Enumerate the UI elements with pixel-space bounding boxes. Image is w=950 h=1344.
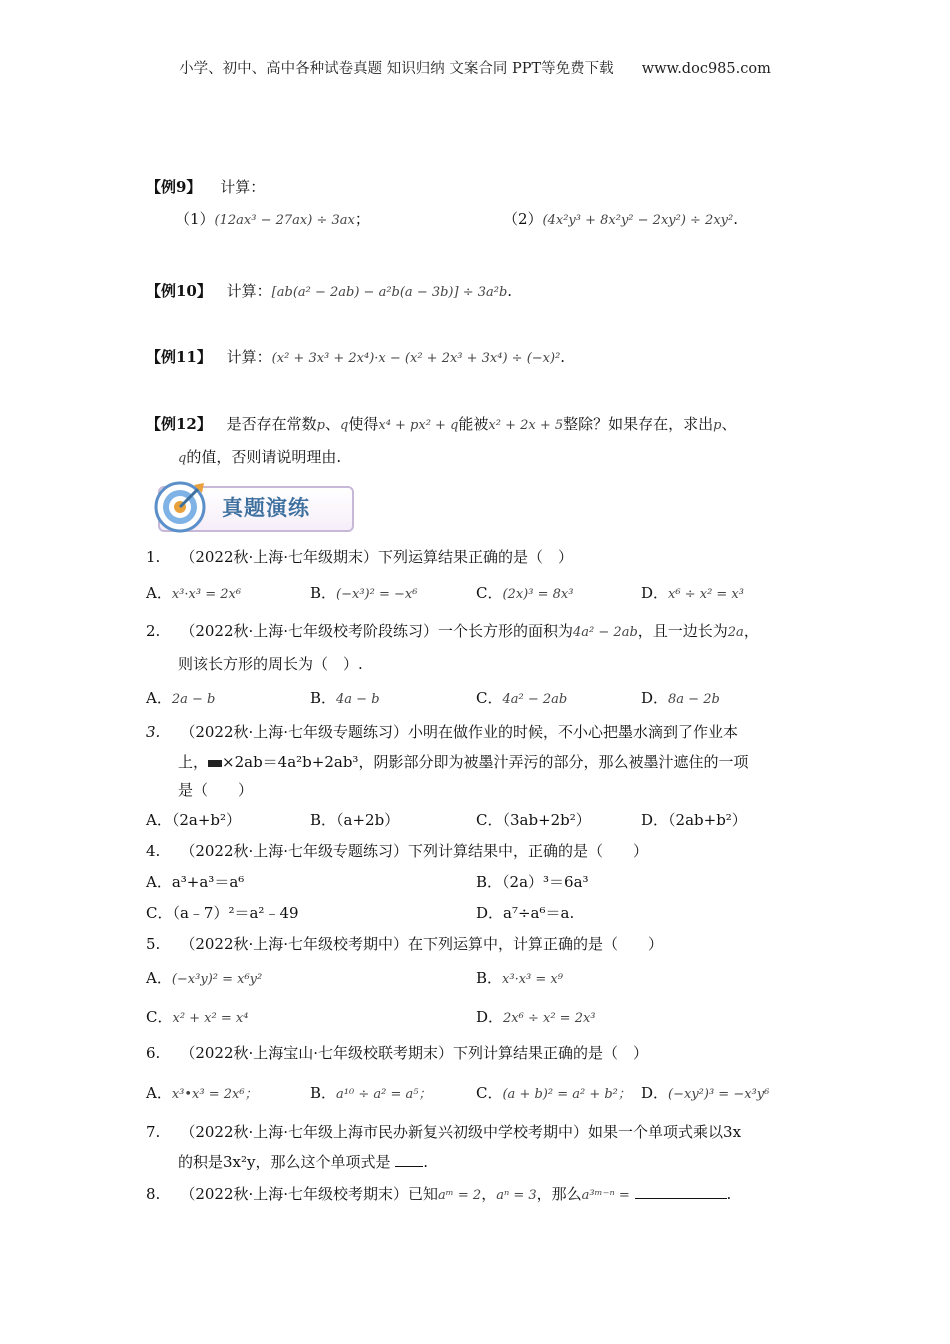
- example-10-prompt: 计算：: [226, 282, 272, 300]
- option-letter: D．: [641, 689, 669, 707]
- question-number: 4.: [146, 842, 161, 860]
- option-d[interactable]: [641, 582, 744, 603]
- punct: 、: [721, 415, 737, 433]
- option-c[interactable]: [476, 809, 591, 830]
- option-a[interactable]: [146, 582, 241, 603]
- option-letter: D．: [641, 584, 669, 602]
- question-number: 8.: [146, 1185, 161, 1203]
- question-number: 1.: [146, 548, 161, 566]
- question-6: [146, 1042, 648, 1063]
- punct: .: [507, 282, 513, 300]
- punct: ；: [354, 210, 370, 228]
- formula: (x² + 3x³ + 2x⁴)·x − (x² + 2x³ + 3x⁴) ÷ (−x)²: [271, 351, 561, 366]
- question-1: [146, 546, 573, 567]
- question-text: （2022秋·上海·七年级期末）下列运算结果正确的是（ ）: [180, 548, 574, 566]
- option-text: （2a）³＝6a³: [502, 873, 589, 891]
- example-11-label: 【例11】: [146, 348, 212, 366]
- question-text: （2022秋·上海·七年级校考阶段练习）一个长方形的面积为: [180, 622, 574, 640]
- option-text: (−xy²)³ = −x³y⁶: [668, 1087, 770, 1102]
- option-letter: B．: [310, 1084, 337, 1102]
- option-letter: A．: [146, 1084, 172, 1102]
- var-q: q: [340, 418, 349, 433]
- var-p: p: [713, 418, 722, 433]
- option-d[interactable]: [476, 902, 574, 923]
- question-text: ，那么: [536, 1185, 582, 1203]
- option-text: （2a+b²）: [171, 811, 242, 829]
- option-letter: C．: [146, 1008, 173, 1026]
- question-2-line-2: 则该长方形的周长为（ ）.: [178, 655, 363, 673]
- option-text: 4a − b: [336, 692, 380, 707]
- page-header: [0, 57, 950, 78]
- option-text: (a + b)² = a² + b²；: [502, 1087, 631, 1102]
- option-a[interactable]: [146, 871, 244, 892]
- punct: .: [423, 1153, 429, 1171]
- example-9-part-2: [503, 208, 738, 229]
- example-10-label: 【例10】: [146, 282, 212, 300]
- formula: x² + 2x + 5: [488, 418, 564, 433]
- text: 使得: [348, 415, 379, 433]
- option-text: （2ab+b²）: [668, 811, 747, 829]
- option-b[interactable]: [310, 687, 380, 708]
- example-9: [146, 176, 265, 197]
- part-number: （2）: [503, 210, 543, 228]
- text: 是否存在常数: [226, 415, 317, 433]
- question-2: [146, 620, 759, 641]
- option-letter: A．: [146, 969, 172, 987]
- question-number: 2.: [146, 622, 161, 640]
- option-text: x³·x³ = x⁹: [502, 972, 563, 987]
- question-3-line-2: [178, 751, 748, 772]
- question-5: [146, 933, 663, 954]
- option-text: 2x⁶ ÷ x² = 2x³: [503, 1011, 596, 1026]
- formula: a³ᵐ⁻ⁿ =: [581, 1188, 630, 1203]
- option-d[interactable]: [476, 1006, 596, 1027]
- example-12-line-2: [178, 446, 341, 467]
- option-letter: C．: [476, 1084, 503, 1102]
- option-text: x³·x³ = 2x⁶: [171, 587, 242, 602]
- option-text: a³+a³＝a⁶: [171, 873, 245, 891]
- option-letter: D．: [641, 1084, 669, 1102]
- text: 的值，否则请说明理由.: [186, 448, 342, 466]
- formula: [ab(a² − 2ab) − a²b(a − 3b)] ÷ 3a²b: [271, 285, 508, 300]
- punct: 、: [325, 415, 341, 433]
- option-text: a⁷÷a⁶＝a.: [503, 904, 575, 922]
- option-text: （a﹣7）²＝a²﹣49: [172, 904, 299, 922]
- option-d[interactable]: [641, 1082, 769, 1103]
- example-10: [146, 280, 512, 301]
- option-letter: D．: [476, 904, 504, 922]
- option-text: x⁶ ÷ x² = x³: [668, 587, 744, 602]
- option-letter: D．: [476, 1008, 504, 1026]
- option-text: （3ab+2b²）: [502, 811, 591, 829]
- example-12: [146, 413, 737, 434]
- part-number: （1）: [175, 210, 215, 228]
- option-text: 4a² − 2ab: [502, 692, 568, 707]
- question-7-line-2: [178, 1151, 428, 1172]
- question-3-line-3: 是（ ）: [178, 781, 254, 799]
- option-text: x² + x² = x⁴: [172, 1011, 249, 1026]
- option-b[interactable]: [310, 582, 417, 603]
- option-letter: D．: [641, 811, 669, 829]
- option-d[interactable]: [641, 809, 747, 830]
- target-icon: [148, 479, 208, 535]
- option-b[interactable]: [310, 809, 399, 830]
- option-letter: C．: [146, 904, 173, 922]
- option-text: x³•x³ = 2x⁶；: [171, 1087, 258, 1102]
- question-3: [146, 721, 738, 742]
- answer-blank[interactable]: [635, 1184, 727, 1199]
- option-letter: A．: [146, 873, 172, 891]
- example-9-label: 【例9】: [146, 178, 202, 196]
- question-text: （2022秋·上海·七年级校考期末）已知: [180, 1185, 439, 1203]
- punct: .: [560, 348, 566, 366]
- example-12-label: 【例12】: [146, 415, 212, 433]
- option-letter: C．: [476, 689, 503, 707]
- option-text: (−x³y)² = x⁶y²: [171, 972, 263, 987]
- option-c[interactable]: [476, 582, 573, 603]
- question-text: ×2ab＝4a²b+2ab³，阴影部分即为被墨汁弄污的部分，那么被墨汁遮住的一项: [222, 753, 749, 771]
- var-q: q: [178, 451, 187, 466]
- punct: ，: [481, 1185, 497, 1203]
- option-letter: B．: [310, 584, 337, 602]
- option-b[interactable]: [476, 967, 563, 988]
- var-p: p: [316, 418, 325, 433]
- option-text: (2x)³ = 8x³: [502, 587, 574, 602]
- option-a[interactable]: [146, 687, 215, 708]
- option-letter: B．: [476, 873, 503, 891]
- formula: (12ax³ − 27ax) ÷ 3ax: [214, 213, 355, 228]
- header-text: 小学、初中、高中各种试卷真题 知识归纳 文案合同 PPT等免费下载: [179, 61, 614, 77]
- option-d[interactable]: [641, 687, 720, 708]
- question-text: （2022秋·上海宝山·七年级校联考期末）下列计算结果正确的是（ ）: [180, 1044, 649, 1062]
- punct: .: [726, 1185, 732, 1203]
- question-number: 3.: [146, 723, 161, 741]
- question-text: （2022秋·上海·七年级专题练习）下列计算结果中，正确的是（ ）: [180, 842, 649, 860]
- text: 整除？如果存在，求出: [563, 415, 714, 433]
- formula: aⁿ = 3: [496, 1188, 537, 1203]
- question-8: [146, 1183, 731, 1204]
- option-letter: B．: [310, 689, 337, 707]
- option-text: 2a − b: [171, 692, 216, 707]
- option-c[interactable]: [476, 1082, 631, 1103]
- option-letter: A．: [146, 584, 172, 602]
- option-text: 8a − 2b: [668, 692, 720, 707]
- question-number: 7.: [146, 1123, 161, 1141]
- question-text: （2022秋·上海·七年级上海市民办新复兴初级中学校考期中）如果一个单项式乘以3x: [180, 1123, 742, 1141]
- option-b[interactable]: [476, 871, 589, 892]
- punct: ，: [743, 622, 759, 640]
- answer-blank[interactable]: [395, 1152, 423, 1167]
- option-c[interactable]: [146, 1006, 248, 1027]
- header-site[interactable]: www.doc985.com: [641, 61, 771, 77]
- option-c[interactable]: [146, 902, 299, 923]
- formula: 2a: [727, 625, 744, 640]
- question-4: [146, 840, 648, 861]
- question-text: 的积是3x²y，那么这个单项式是: [178, 1153, 391, 1171]
- question-number: 5.: [146, 935, 161, 953]
- option-a[interactable]: [146, 967, 262, 988]
- punct: .: [733, 210, 738, 228]
- option-letter: A．: [146, 689, 172, 707]
- option-letter: A．: [146, 811, 172, 829]
- text: 能被: [458, 415, 489, 433]
- example-11: [146, 346, 565, 367]
- formula: (4x²y³ + 8x²y² − 2xy²) ÷ 2xy²: [542, 213, 734, 228]
- option-c[interactable]: [476, 687, 567, 708]
- option-letter: B．: [310, 811, 337, 829]
- option-a[interactable]: [146, 1082, 258, 1103]
- banner-title: 真题演练: [222, 496, 310, 520]
- option-text: （a+2b）: [336, 811, 400, 829]
- section-banner: [148, 479, 354, 535]
- formula: x⁴ + px² + q: [378, 418, 459, 433]
- question-number: 6.: [146, 1044, 161, 1062]
- option-letter: C．: [476, 584, 503, 602]
- option-b[interactable]: [310, 1082, 431, 1103]
- ink-blot: [208, 760, 222, 767]
- example-9-part-1: [175, 208, 370, 229]
- question-text: （2022秋·上海·七年级专题练习）小明在做作业的时候，不小心把墨水滴到了作业本: [180, 723, 739, 741]
- example-11-prompt: 计算：: [226, 348, 272, 366]
- option-letter: B．: [476, 969, 503, 987]
- formula: aᵐ = 2: [438, 1188, 482, 1203]
- question-text: 上，: [178, 753, 209, 771]
- question-text: ，且一边长为: [637, 622, 728, 640]
- option-letter: C．: [476, 811, 503, 829]
- question-7: [146, 1121, 741, 1142]
- example-9-prompt: 计算：: [220, 178, 266, 196]
- formula: 4a² − 2ab: [573, 625, 638, 640]
- option-text: (−x³)² = −x⁶: [336, 587, 418, 602]
- option-text: a¹⁰ ÷ a² = a⁵；: [336, 1087, 432, 1102]
- question-text: （2022秋·上海·七年级校考期中）在下列运算中，计算正确的是（ ）: [180, 935, 664, 953]
- option-a[interactable]: [146, 809, 241, 830]
